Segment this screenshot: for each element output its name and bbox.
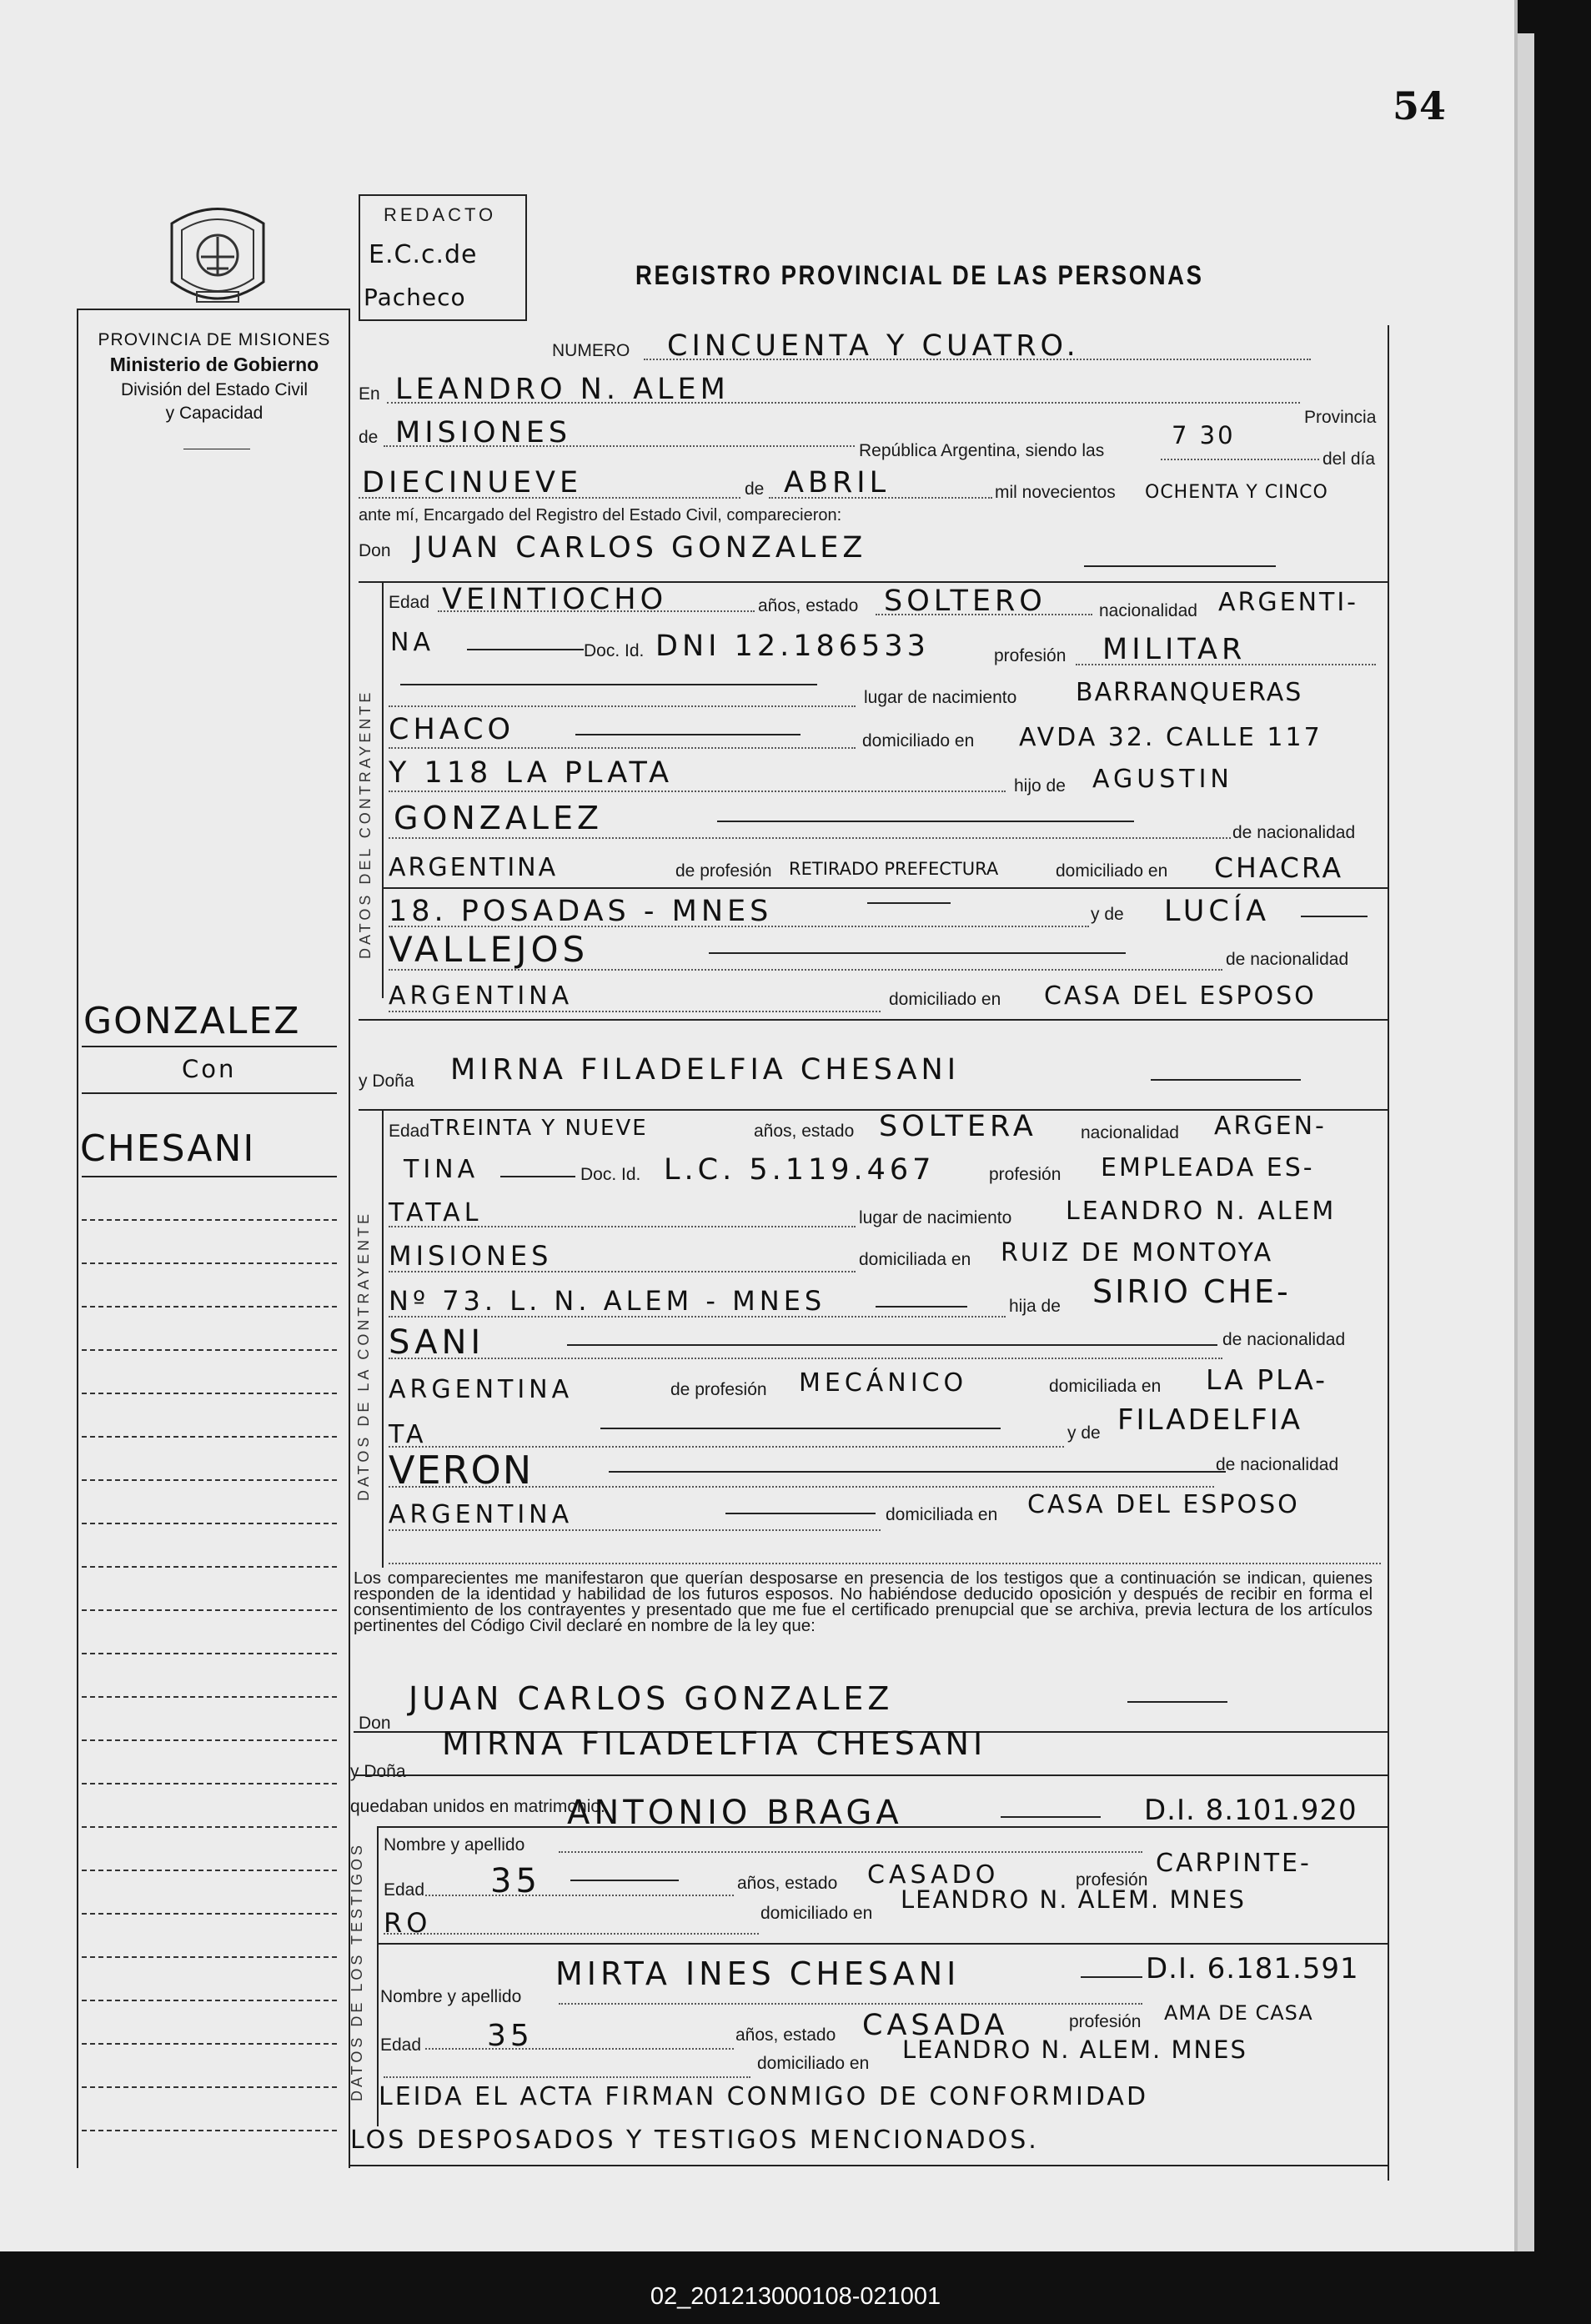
- margin-rule-line: [82, 1696, 337, 1698]
- republica-label: República Argentina, siendo las: [859, 441, 1105, 460]
- contrayenta-de-nacionalidad-label: de nacionalidad: [1222, 1330, 1346, 1349]
- contrayente-nacionalidad-b: NA: [390, 628, 434, 657]
- doc-label-2: Doc. Id.: [580, 1165, 641, 1184]
- contrayenta-edad: TREINTA Y NUEVE: [430, 1116, 648, 1141]
- de-label-2: de: [745, 479, 765, 499]
- contrayente-edad: VEINTIOCHO: [442, 583, 668, 616]
- margin-rule-line: [82, 1913, 337, 1915]
- t1-domiciliado-label: domiciliado en: [760, 1904, 873, 1923]
- contrayenta-madre-nacionalidad: ARGENTINA: [389, 1500, 574, 1529]
- redacto-handwriting-2: Pacheco: [364, 284, 466, 311]
- t1-nombre: ANTONIO BRAGA: [567, 1794, 903, 1832]
- letterhead-division: División del Estado Civil: [120, 380, 309, 399]
- contrayenta-lugar-b: MISIONES: [389, 1240, 553, 1272]
- contrayenta-nacionalidad-a: ARGEN-: [1214, 1112, 1327, 1141]
- contrayenta-padre-nacionalidad: ARGENTINA: [389, 1375, 574, 1404]
- margin-rule-line: [82, 1219, 337, 1221]
- dia-value: DIECINUEVE: [362, 466, 583, 499]
- margin-rule-line: [82, 1783, 337, 1784]
- contrayenta-madre-domicilio: CASA DEL ESPOSO: [1027, 1490, 1300, 1519]
- nacionalidad-label-2: nacionalidad: [1081, 1123, 1179, 1142]
- contrayente-estado: SOLTERO: [884, 585, 1046, 618]
- contrayenta-lugar-a: LEANDRO N. ALEM: [1066, 1197, 1337, 1226]
- t2-nombre-label: Nombre y apellido: [380, 1987, 522, 2006]
- contrayenta-nacionalidad-b: TINA: [404, 1155, 479, 1184]
- padre-domicilio-a: CHACRA: [1214, 851, 1344, 884]
- mil-label: mil novecientos: [995, 483, 1116, 502]
- document-title: REGISTRO PROVINCIAL DE LAS PERSONAS: [635, 260, 1204, 290]
- contrayenta-madre-b: VERON: [389, 1448, 534, 1493]
- margin-surname-1: GONZALEZ: [83, 1000, 301, 1042]
- padre-nombre-a: AGUSTIN: [1092, 765, 1233, 794]
- margin-rule-line: [82, 1479, 337, 1481]
- contrayente-lugar-b: CHACO: [389, 713, 515, 746]
- madre-domicilio-label: domiciliado en: [889, 990, 1001, 1009]
- page-edge: [1518, 33, 1534, 2251]
- margin-rule-line: [82, 1609, 337, 1611]
- t2-domiciliado-label: domiciliado en: [757, 2054, 870, 2073]
- contrayenta-nombre: MIRNA FILADELFIA CHESANI: [450, 1053, 961, 1087]
- madre-nombre-b: VALLEJOS: [389, 929, 590, 970]
- decl-dona-nombre: MIRNA FILADELFIA CHESANI: [442, 1725, 987, 1762]
- hija-label: hija de: [1009, 1297, 1061, 1316]
- letterhead-capacity: y Capacidad: [165, 404, 263, 423]
- de-profesion-label: de profesión: [675, 861, 772, 881]
- madre-nombre-a: LUCÍA: [1164, 895, 1271, 928]
- t2-domicilio: LEANDRO N. ALEM. MNES: [902, 2035, 1247, 2064]
- margin-rule-line: [82, 1739, 337, 1741]
- contrayente-nacionalidad-a: ARGENTI-: [1218, 588, 1359, 617]
- lugar-label: lugar de nacimiento: [864, 688, 1017, 707]
- edad-label-2: Edad: [389, 1122, 430, 1141]
- t1-domicilio: LEANDRO N. ALEM. MNES: [901, 1885, 1246, 1914]
- contrayente-domicilio-b: Y 118 LA PLATA: [389, 756, 674, 790]
- margin-rule-line: [82, 2043, 337, 2045]
- mes-value: ABRIL: [784, 466, 891, 499]
- domiciliado-label: domiciliado en: [862, 731, 975, 750]
- t1-edad: 35: [490, 1862, 541, 1900]
- provincia-label: Provincia: [1304, 408, 1377, 427]
- contrayenta-doc: L.C. 5.119.467: [664, 1153, 936, 1187]
- contrayente-section-label: DATOS DEL CONTRAYENTE: [357, 689, 374, 959]
- scan-filename: 02_201213000108-021001: [650, 2283, 941, 2310]
- anios-estado-label-2: años, estado: [754, 1122, 855, 1141]
- de-label: de: [359, 428, 379, 447]
- padre-nacionalidad: ARGENTINA: [389, 853, 559, 882]
- hora-value: 7 30: [1172, 421, 1236, 449]
- t1-estado: CASADO: [867, 1860, 1000, 1890]
- page-number: 54: [1393, 83, 1447, 128]
- contrayenta-madre-domicilio-label: domiciliada en: [886, 1505, 998, 1524]
- padre-profesion: RETIRADO PREFECTURA: [789, 859, 999, 879]
- padre-domicilio-label: domiciliado en: [1056, 861, 1168, 881]
- domiciliada-label: domiciliada en: [859, 1250, 971, 1269]
- margin-rule-line: [82, 1653, 337, 1654]
- de-nacionalidad-label: de nacionalidad: [1232, 823, 1356, 842]
- edad-label: Edad: [389, 593, 430, 612]
- redacto-handwriting-1: E.C.c.de: [369, 240, 478, 269]
- redacto-label: REDACTO: [384, 204, 497, 225]
- closing-line-1: LEIDA EL ACTA FIRMAN CONMIGO DE CONFORMIDAD: [379, 2082, 1149, 2111]
- nacionalidad-label: nacionalidad: [1099, 601, 1197, 620]
- contrayenta-de-profesion-label: de profesión: [670, 1380, 767, 1399]
- t2-profesion: AMA DE CASA: [1164, 2001, 1313, 2025]
- contrayenta-section-label: DATOS DE LA CONTRAYENTE: [355, 1210, 372, 1501]
- margin-rule-line: [82, 1393, 337, 1394]
- del-dia-label: del día: [1322, 449, 1376, 469]
- t2-edad-label: Edad: [380, 2035, 422, 2055]
- t2-anios-estado-label: años, estado: [735, 2025, 836, 2045]
- closing-line-2: LOS DESPOSADOS Y TESTIGOS MENCIONADOS.: [350, 2126, 1039, 2155]
- contrayente-nombre: JUAN CARLOS GONZALEZ: [414, 531, 867, 565]
- contrayenta-domicilio-b: Nº 73. L. N. ALEM - MNES: [389, 1285, 826, 1317]
- redacto-box: [359, 194, 527, 321]
- margin-rule-line: [82, 1870, 337, 1871]
- decl-unidos: quedaban unidos en matrimonio.: [350, 1797, 605, 1816]
- contrayente-domicilio-a: AVDA 32. CALLE 117: [1019, 723, 1322, 752]
- madre-nacionalidad: ARGENTINA: [389, 981, 574, 1011]
- contrayenta-estado: SOLTERA: [879, 1110, 1037, 1143]
- margin-rule-line: [82, 1262, 337, 1264]
- profesion-label: profesión: [994, 646, 1067, 665]
- t2-doc: D.I. 6.181.591: [1146, 1952, 1359, 1985]
- margin-rule-line: [82, 2086, 337, 2088]
- margin-rule-line: [82, 1436, 337, 1438]
- decl-dona-label: y Doña: [350, 1762, 406, 1781]
- margin-surname-2: CHESANI: [80, 1127, 256, 1170]
- t2-edad: 35: [487, 2019, 534, 2053]
- dona-label: y Doña: [359, 1072, 414, 1091]
- contrayenta-padre-b: SANI: [389, 1323, 485, 1362]
- margin-rule-line: [82, 2000, 337, 2001]
- anios-estado-label: años, estado: [758, 596, 859, 615]
- contrayente-doc: DNI 12.186533: [655, 630, 930, 663]
- declaration-paragraph: Los comparecientes me manifestaron que querían desposarse en presencia de los testigos que a continuación se indican, quienes responden de la identidad y habilidad de los futuros esposos. No habiéndose deducido oposición y después de recibir en forma el consentimiento de los contrayentes y presentado que me fue el certificado prenupcial que se archiva, previa lectura de los artículos pertinentes del Código Civil declaré en nombre de la ley que:: [354, 1569, 1373, 1635]
- t1-profesion-label: profesión: [1076, 1870, 1148, 1890]
- provincia-value: MISIONES: [395, 416, 572, 449]
- t1-anios-estado-label: años, estado: [737, 1874, 838, 1893]
- ante-mi-text: ante mí, Encargado del Registro del Estado Civil, comparecieron:: [359, 506, 842, 525]
- t2-nombre: MIRTA INES CHESANI: [555, 1955, 961, 1992]
- letterhead-province: PROVINCIA DE MISIONES: [98, 330, 331, 349]
- hijo-label: hijo de: [1014, 776, 1066, 796]
- profesion-label-2: profesión: [989, 1165, 1062, 1184]
- t2-profesion-label: profesión: [1069, 2012, 1142, 2031]
- don-label: Don: [359, 541, 391, 560]
- en-label: En: [359, 384, 380, 404]
- contrayenta-profesion-b: TATAL: [389, 1198, 483, 1227]
- lugar-acta: LEANDRO N. ALEM: [395, 373, 730, 406]
- contrayenta-padre-domicilio-b: TA: [389, 1420, 428, 1449]
- contrayenta-padre-a: SIRIO CHE-: [1092, 1273, 1291, 1310]
- lugar-label-2: lugar de nacimiento: [859, 1208, 1012, 1227]
- contrayente-lugar-a: BARRANQUERAS: [1076, 678, 1303, 707]
- t1-profesion-a: CARPINTE-: [1156, 1849, 1312, 1878]
- t1-nombre-label: Nombre y apellido: [384, 1835, 525, 1855]
- numero-value: CINCUENTA Y CUATRO.: [667, 329, 1080, 363]
- letterhead-ministry: Ministerio de Gobierno: [109, 354, 319, 375]
- margin-rule-line: [82, 1306, 337, 1308]
- testigos-section-label: DATOS DE LOS TESTIGOS: [349, 1841, 365, 2101]
- anio-value: OCHENTA Y CINCO: [1145, 482, 1328, 503]
- province-seal-icon: [163, 198, 272, 315]
- madre-nacionalidad-label: de nacionalidad: [1226, 950, 1349, 969]
- doc-label: Doc. Id.: [584, 641, 645, 660]
- margin-rule-line: [82, 2130, 337, 2131]
- padre-domicilio-b: 18. POSADAS - MNES: [389, 895, 773, 928]
- t1-edad-label: Edad: [384, 1880, 425, 1900]
- contrayenta-padre-domicilio-label: domiciliada en: [1049, 1377, 1162, 1396]
- margin-rule-line: [82, 1566, 337, 1568]
- margin-rule-line: [82, 1523, 337, 1524]
- margin-rule-line: [82, 1826, 337, 1828]
- contrayenta-madre-nacionalidad-label: de nacionalidad: [1216, 1455, 1339, 1474]
- numero-label: NUMERO: [552, 341, 630, 360]
- contrayenta-domicilio-a: RUIZ DE MONTOYA: [1001, 1238, 1274, 1267]
- contrayenta-profesion-a: EMPLEADA ES-: [1101, 1153, 1315, 1182]
- t2-estado: CASADA: [862, 2009, 1009, 2042]
- contrayenta-y-de-label: y de: [1067, 1423, 1101, 1443]
- y-de-label: y de: [1091, 905, 1124, 924]
- padre-nombre-b: GONZALEZ: [394, 800, 604, 836]
- margin-con: Con: [182, 1055, 237, 1083]
- contrayenta-padre-profesion: MECÁNICO: [799, 1368, 968, 1398]
- margin-rule-line: [82, 1956, 337, 1958]
- t1-profesion-b: RO: [384, 1907, 432, 1939]
- contrayenta-madre-a: FILADELFIA: [1117, 1403, 1303, 1437]
- contrayenta-padre-domicilio-a: LA PLA-: [1206, 1363, 1328, 1396]
- margin-rule-line: [82, 1349, 337, 1351]
- decl-don-label: Don: [359, 1714, 391, 1733]
- madre-domicilio: CASA DEL ESPOSO: [1044, 981, 1317, 1011]
- t1-doc: D.I. 8.101.920: [1144, 1794, 1358, 1827]
- contrayente-profesion: MILITAR: [1102, 633, 1247, 666]
- decl-don-nombre: JUAN CARLOS GONZALEZ: [409, 1680, 894, 1717]
